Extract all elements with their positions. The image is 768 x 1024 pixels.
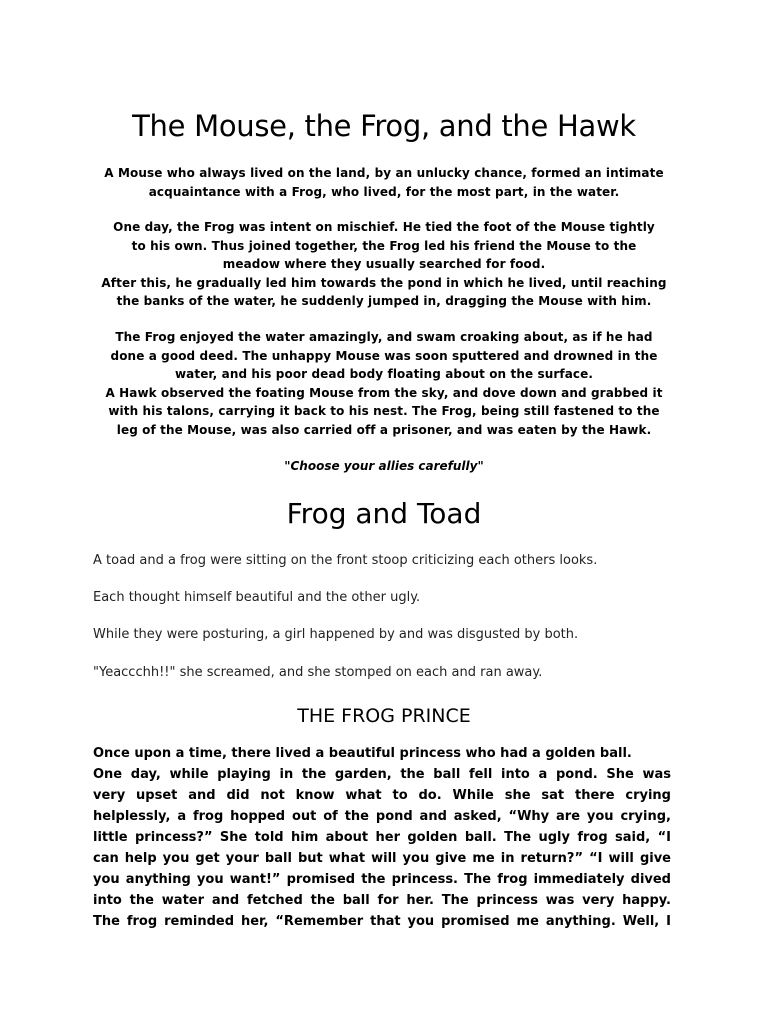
story3-line: very upset and did not know what to do. While she sat there crying	[93, 788, 671, 803]
story1-p1-line: A Mouse who always lived on the land, by an unlucky chance, formed an intimate	[104, 166, 664, 180]
story1-p2-line: to his own. Thus joined together, the Frog led his friend the Mouse to the	[131, 238, 637, 253]
story3-line: you anything you want!” promised the princess. The frog immediately dived	[93, 872, 671, 887]
story1-p2-line: meadow where they usually searched for food.	[222, 257, 546, 271]
story2-paragraph: "Yeaccchh!!" she screamed, and she stomped on each and ran away.	[93, 665, 543, 680]
story1-p3-line: water, and his poor dead body floating about on the surface.	[174, 367, 594, 381]
story2-title: Frog and Toad	[286, 497, 482, 530]
story3-line: One day, while playing in the garden, the ball fell into a pond. She was	[93, 767, 671, 782]
story2-paragraph: A toad and a frog were sitting on the front stoop criticizing each others looks.	[93, 553, 598, 568]
story2-paragraph: Each thought himself beautiful and the other ugly.	[93, 590, 421, 605]
story3-line: The frog reminded her, “Remember that you promised me anything. Well, I	[93, 914, 671, 929]
story1-p3-line: leg of the Mouse, was also carried off a prisoner, and was eaten by the Hawk.	[116, 422, 652, 437]
story3-line: into the water and fetched the ball for her. The princess was very happy.	[93, 893, 671, 908]
story1-p2-line: After this, he gradually led him towards the pond in which he lived, until reaching	[101, 275, 667, 290]
story3-line: can help you get your ball but what will you give me in return?” “I will give	[93, 851, 671, 866]
story1-p3-line: A Hawk observed the foating Mouse from the sky, and dove down and grabbed it	[105, 385, 663, 400]
story1-p2-line: One day, the Frog was intent on mischief. He tied the foot of the Mouse tightly	[113, 220, 655, 234]
story3-line: Once upon a time, there lived a beautiful princess who had a golden ball.	[93, 746, 632, 761]
story2-paragraph: While they were posturing, a girl happened by and was disgusted by both.	[93, 627, 579, 642]
story1-paragraph-3	[88, 328, 680, 439]
story3-title: THE FROG PRINCE	[297, 705, 471, 727]
story1-p2-line: the banks of the water, he suddenly jumped in, dragging the Mouse with him.	[116, 294, 652, 308]
story3-body	[93, 743, 671, 932]
story1-paragraph-2	[88, 218, 680, 311]
story1-paragraph-1	[88, 164, 680, 201]
story3-line: little princess?” She told him about her golden ball. The ugly frog said, “I	[93, 830, 671, 845]
story1-p3-line: with his talons, carrying it back to his nest. The Frog, being still fastened to the	[108, 404, 660, 418]
story1-moral: "Choose your allies carefully"	[284, 459, 484, 473]
story3-line: helplessly, a frog hopped out of the pond and asked, “Why are you crying,	[93, 809, 671, 824]
story1-p3-line: The Frog enjoyed the water amazingly, and swam croaking about, as if he had	[115, 330, 653, 344]
story1-p1-line: acquaintance with a Frog, who lived, for the most part, in the water.	[148, 184, 620, 199]
story1-p3-line: done a good deed. The unhappy Mouse was soon sputtered and drowned in the	[110, 348, 658, 363]
story1-title: The Mouse, the Frog, and the Hawk	[132, 109, 636, 143]
